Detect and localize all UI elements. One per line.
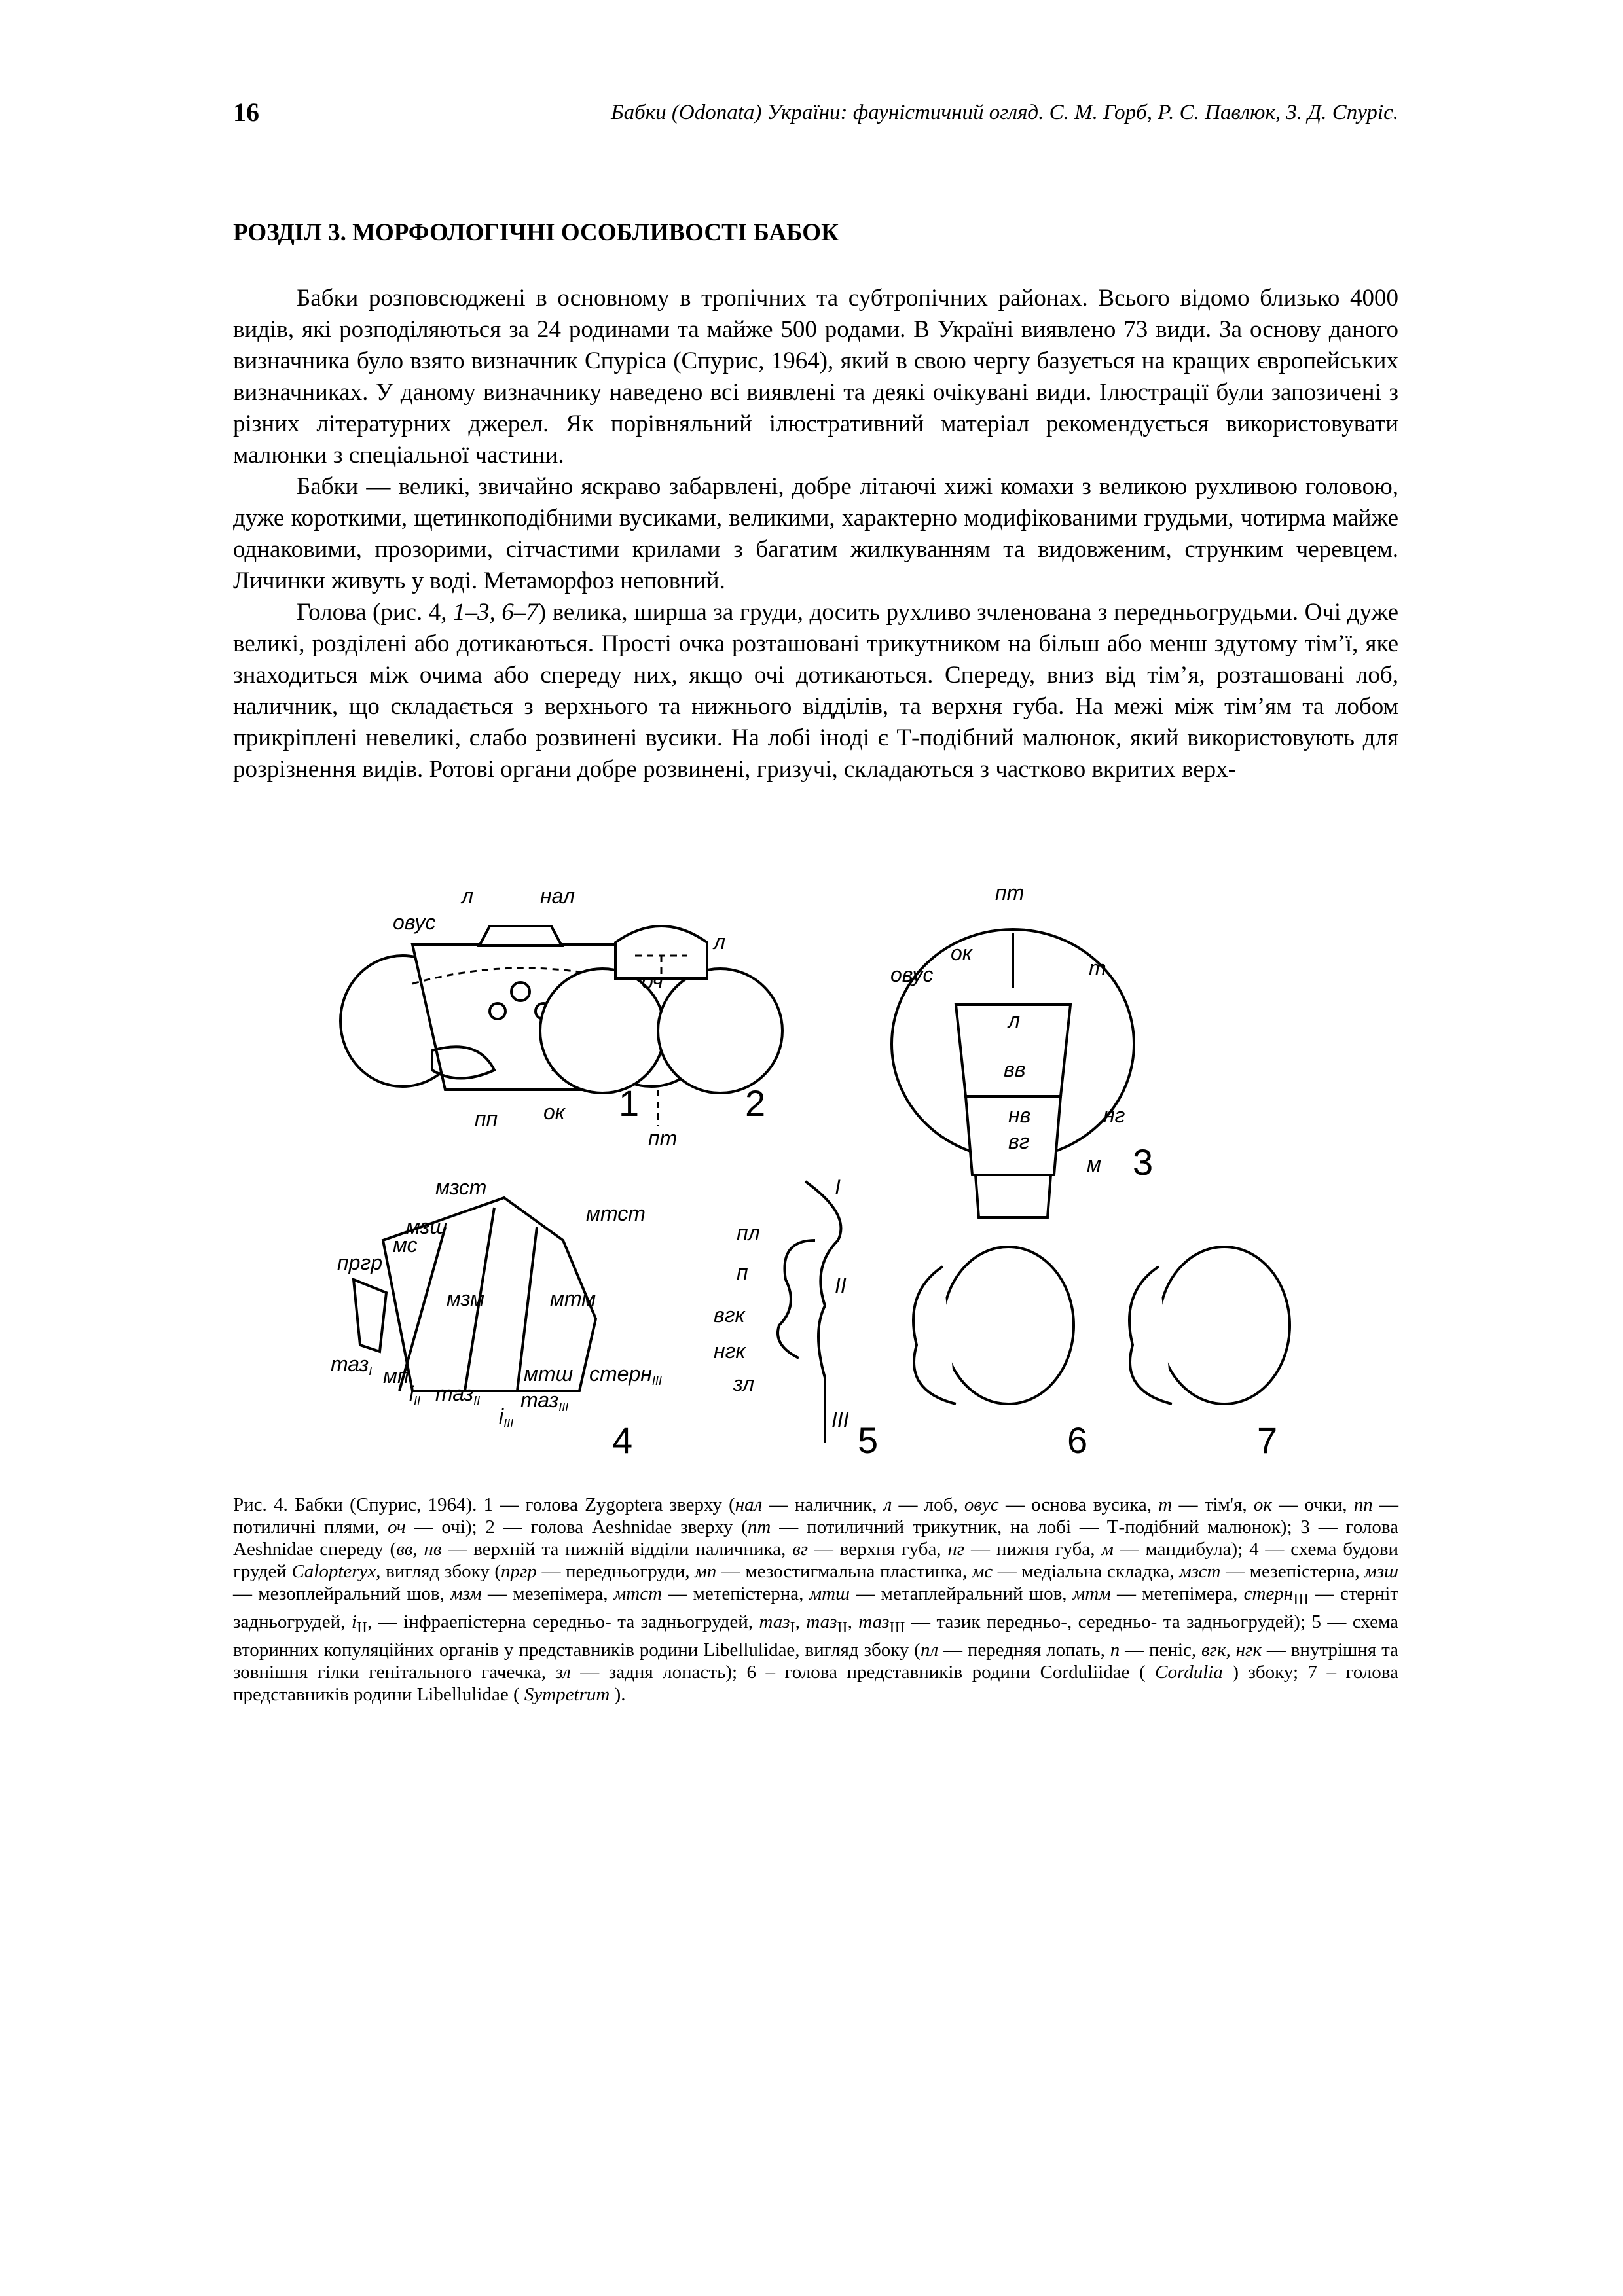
label-mtst: мтст [586, 1202, 646, 1225]
right-eye-shape [658, 969, 782, 1093]
label-l-3: л [1008, 1009, 1021, 1032]
label-ng: нг [1103, 1103, 1125, 1127]
label-stern: стернIII [589, 1362, 662, 1388]
panel-number-6: 6 [1067, 1420, 1088, 1461]
running-title: Бабки (Odonata) України: фауністичний огляд. С. М. Горб, Р. С. Павлюк, З. Д. Спуріс. [611, 101, 1398, 124]
label-vgk: вгк [714, 1303, 745, 1327]
eye-shape [1159, 1247, 1290, 1404]
genitalia-outline [778, 1240, 815, 1358]
panel-6-corduliidae-head [913, 1247, 1074, 1404]
label-mzsh: мзш [406, 1215, 448, 1238]
label-m: м [1087, 1153, 1101, 1176]
label-ovus: овус [393, 910, 436, 934]
label-l: л [462, 884, 474, 908]
label-roman-2: II [835, 1274, 847, 1297]
panel-number-2: 2 [745, 1083, 766, 1124]
label-mp: мп [383, 1364, 409, 1388]
label-taz1: тазI [331, 1352, 373, 1378]
label-i3: iIII [499, 1405, 514, 1430]
figure-reference: 1–3, 6–7 [453, 599, 538, 626]
label-taz3: тазIII [520, 1388, 569, 1414]
figure-4 [327, 874, 1303, 1473]
panel-number-1: 1 [619, 1083, 640, 1124]
label-i2: iII [409, 1382, 421, 1407]
label-ovus-3: овус [890, 963, 934, 986]
label-zl: зл [733, 1372, 755, 1395]
panel-number-5: 5 [858, 1420, 879, 1461]
label-t: т [1089, 956, 1106, 980]
panel-5-genitalia [778, 1181, 841, 1443]
label-mzst: мзст [435, 1175, 487, 1199]
label-taz2: тазII [435, 1382, 481, 1407]
label-ms: мс [393, 1233, 418, 1257]
prothorax-shape [354, 1280, 386, 1352]
label-p: п [737, 1261, 748, 1284]
eye-shape [943, 1247, 1074, 1404]
label-nal: нал [540, 884, 575, 908]
label-pp: пп [475, 1107, 498, 1130]
page-header [233, 97, 1398, 136]
figure-4-drawing [327, 874, 1303, 1473]
label-ngk: нгк [714, 1339, 746, 1363]
figure-caption: Рис. 4. Бабки (Спурис, 1964). 1 — голова Zygoptera зверху (нал — наличник, л — лоб, овус — основа вусика, т — тім'я, ок — очки, пп — потиличні плями, оч — очі); 2 — голова Aeshnidae зверху (пт — потиличний трикутник, на лобі — Т-подібний малюнок); 3 — голова Aeshnidae спереду (вв, нв — верхній та нижній відділи наличника, вг — верхня губа, нг — нижня губа, м — мандибула); 4 — схема будови грудей Calopteryx, вигляд збоку (пргр — передньогруди, мп — мезостигмальна пластинка, мс — медіальна складка, мзст — мезепістерна, мзш — мезоплейральний шов, мзм — мезепімера, мтст — метепістерна, мтш — метаплейральний шов, мтм — метепімера, стерн$_{III}$ — стерніт задньогрудей, $i_{II}$, — інфраепістерна середньо- та задньогрудей, таз$_I$, таз$_{II}$, таз$_{III}$ — тазик передньо-, середньо- та задньогрудей); 5 — схема вторинних копуляційних органів у представників родини Libellulidae, вигляд збоку (пл — передняя лопать, п — пеніс, вгк, нгк — внутрішня та зовнішня гілки генітального гачечка, зл — задня лопасть); 6 – голова представників родини Corduliidae ( Cordulia ) збоку; 7 – голова представників родини Libellulidae ( Sympetrum ). [233, 1494, 1399, 1705]
paragraph-2: Бабки — великі, звичайно яскраво забарвлені, добре літаючі хижі комахи з великою рухливою головою, дуже короткими, щетинкоподібними вусиками, великими, характерно модифікованими грудьми, чотирма майже однаковими, прозорими, сітчастими крилами з багатим жилкуванням та видовженим, струнким черевцем. Личинки живуть у воді. Метаморфоз неповний. [233, 473, 1398, 594]
paragraph-1: Бабки розповсюджені в основному в тропічних та субтропічних районах. Всього відомо близько 4000 видів, які розподіляються за 24 родинами та майже 500 родами. В Україні виявлено 73 види. За основу даного визначника було взято визначник Спуріса (Спурис, 1964), який в свою чергу базується на кращих європейських визначниках. У даному визначнику наведено всі виявлені та деякі очікувані види. Ілюстрації були запозичені з різних літературних джерел. Як порівняльний ілюстративний матеріал рекомендується використовувати малюнки з спеціальної частини. [233, 285, 1398, 469]
labrum-shape [976, 1175, 1051, 1217]
label-roman-3: III [831, 1408, 849, 1431]
clypeus-shape [479, 926, 562, 946]
body-outline [805, 1181, 841, 1443]
label-mtsh: мтш [524, 1362, 574, 1386]
label-roman-1: I [835, 1175, 841, 1199]
section-title: РОЗДІЛ 3. МОРФОЛОГІЧНІ ОСОБЛИВОСТІ БАБОК [233, 219, 839, 246]
label-nv: нв [1008, 1103, 1031, 1127]
label-l-2: л [714, 930, 726, 954]
panel-number-4: 4 [612, 1420, 633, 1461]
label-vv: вв [1004, 1058, 1026, 1081]
label-mzm: мзм [447, 1287, 485, 1310]
label-pt-2: пт [648, 1126, 678, 1150]
body-text [233, 283, 1398, 785]
paragraph-3 [233, 597, 1398, 785]
label-pt-3: пт [995, 881, 1025, 905]
label-ok-3: ок [951, 941, 972, 965]
panel-number-3: 3 [1133, 1141, 1154, 1183]
label-prgr: пргр [337, 1251, 382, 1274]
panel-number-7: 7 [1257, 1420, 1278, 1461]
label-och: оч [642, 969, 663, 993]
paragraph-3-end: ) велика, ширша за груди, досить рухливо зчленована з передньогрудьми. Очі дуже великі, розділені або дотикаються. Прості очка розташовані трикутником на більш або менш здутому тім’ї, яке знаходиться між очима або спереду них, якщо очі дотикаються. Спереду, вниз від тім’я, розташовані лоб, наличник, що складається з верхнього та нижнього відділів, та верхня губа. На межі між тім’ям та лобом прикріплені невеликі, слабо розвинені вусики. На лобі іноді є Т-подібний малюнок, який використовують для розрізнення видів. Ротові органи добре розвинені, гризучі, складаються з частково вкритих верх- [233, 599, 1399, 783]
paragraph-3-start: Голова (рис. 4, [297, 599, 454, 626]
label-mtm: мтм [550, 1287, 596, 1310]
label-vg: вг [1008, 1130, 1030, 1153]
label-pl: пл [737, 1221, 760, 1245]
label-ok: ок [543, 1100, 565, 1124]
page-number: 16 [233, 98, 259, 127]
panel-7-libellulidae-head [1129, 1247, 1290, 1404]
